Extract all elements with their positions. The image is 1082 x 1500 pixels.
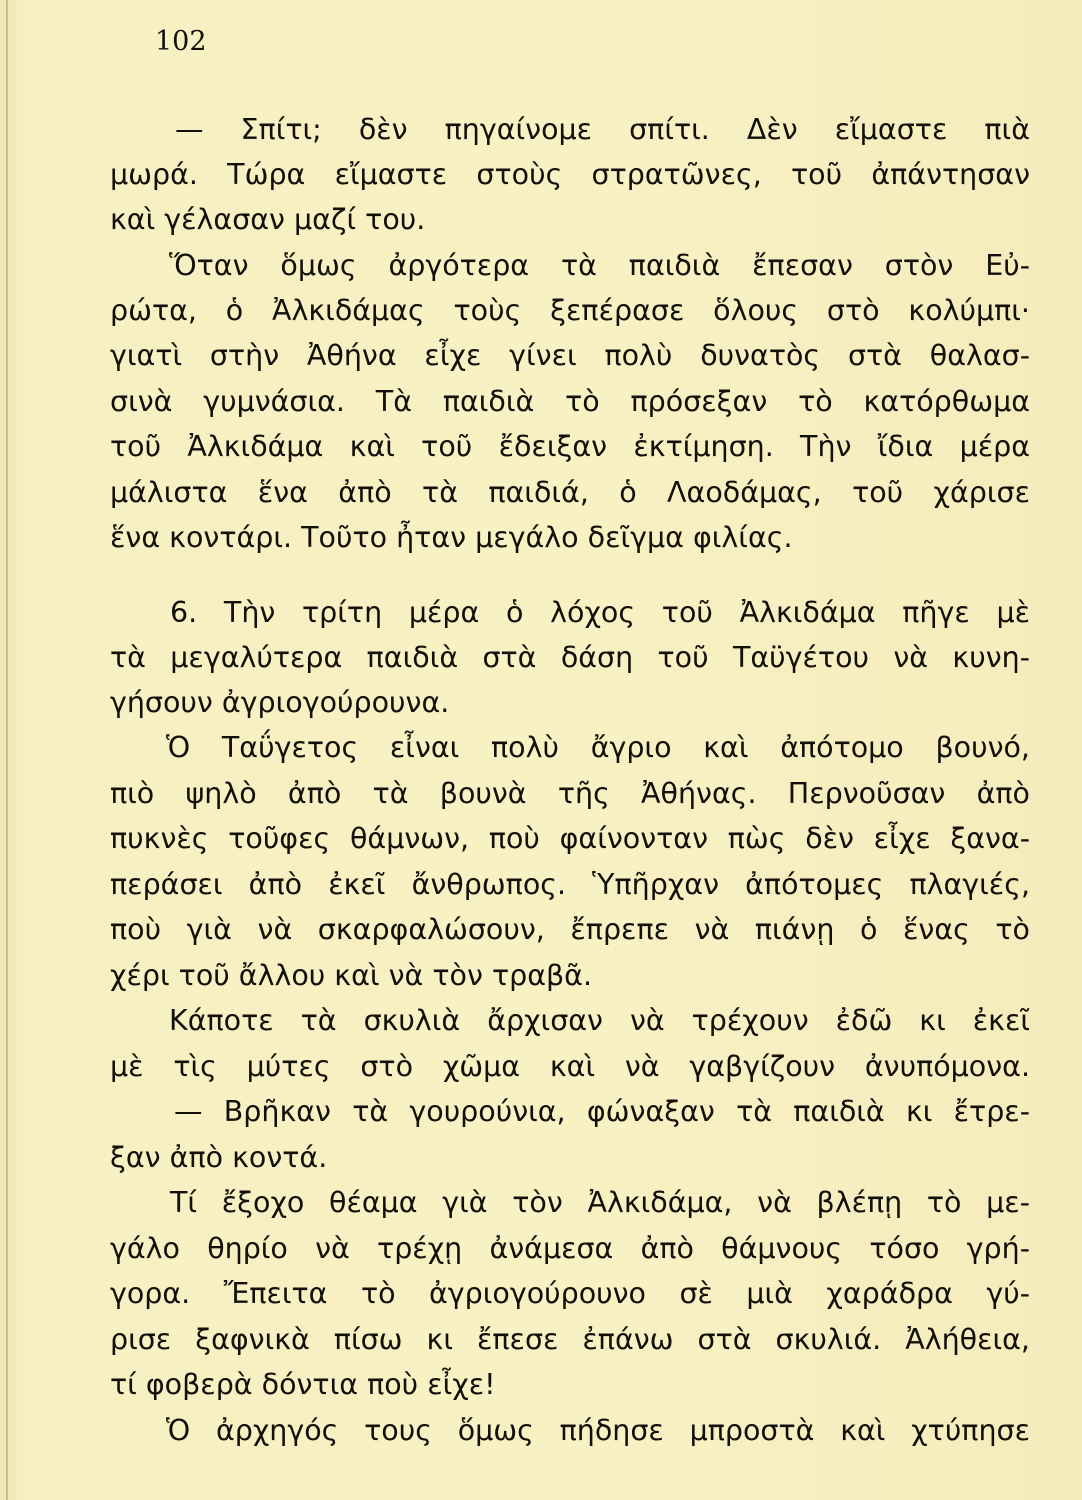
text-line: καὶ γέλασαν μαζί του. xyxy=(110,203,426,236)
page-number: 102 xyxy=(155,26,207,57)
text-line: γορα. Ἔπειτα τὸ ἀγριογούρουνο σὲ μιὰ χαράδρα γύ- xyxy=(110,1277,1030,1310)
text-line: — Σπίτι; δὲν πηγαίνομε σπίτι. Δὲν εἴμαστε πιὰ xyxy=(175,113,1030,146)
text-line: — Βρῆκαν τὰ γουρούνια, φώναξαν τὰ παιδιὰ κι ἔτρε- xyxy=(174,1095,1030,1128)
text-line: πιὸ ψηλὸ ἀπὸ τὰ βουνὰ τῆς Ἀθήνας. Περνοῦσαν ἀπὸ xyxy=(110,777,1030,810)
text-line: τί φοβερὰ δόντια ποὺ εἶχε! xyxy=(110,1368,496,1401)
text-line: πυκνὲς τοῦφες θάμνων, ποὺ φαίνονταν πὼς δὲν εἶχε ξανα- xyxy=(110,822,1030,855)
text-line: τοῦ Ἀλκιδάμα καὶ τοῦ ἔδειξαν ἐκτίμηση. Τὴν ἴδια μέρα xyxy=(110,430,1030,463)
text-line: μὲ τὶς μύτες στὸ χῶμα καὶ νὰ γαβγίζουν ἀνυπόμονα. xyxy=(110,1050,1030,1083)
text-line: ρώτα, ὁ Ἀλκιδάμας τοὺς ξεπέρασε ὅλους στὸ κολύμπι· xyxy=(110,294,1030,327)
text-line: μάλιστα ἕνα ἀπὸ τὰ παιδιά, ὁ Λαοδάμας, τοῦ χάρισε xyxy=(110,476,1030,509)
text-line: ξαν ἀπὸ κοντά. xyxy=(110,1141,328,1174)
text-line: Ὁ ἀρχηγός τους ὅμως πήδησε μπροστὰ καὶ χτύπησε xyxy=(166,1414,1030,1447)
text-line: γιατὶ στὴν Ἀθήνα εἶχε γίνει πολὺ δυνατὸς στὰ θαλασ- xyxy=(110,339,1030,372)
text-line: γήσουν ἀγριογούρουνα. xyxy=(110,686,450,719)
text-line: Ὅταν ὅμως ἀργότερα τὰ παιδιὰ ἔπεσαν στὸν Εὐ- xyxy=(169,249,1030,282)
text-line: περάσει ἀπὸ ἐκεῖ ἄνθρωπος. Ὑπῆρχαν ἀπότομες πλαγιές, xyxy=(110,868,1030,901)
text-line: ρισε ξαφνικὰ πίσω κι ἔπεσε ἐπάνω στὰ σκυλιά. Ἀλήθεια, xyxy=(110,1323,1030,1356)
text-line: μωρά. Τώρα εἴμαστε στοὺς στρατῶνες, τοῦ ἀπάντησαν xyxy=(110,158,1030,191)
text-line: 6. Τὴν τρίτη μέρα ὁ λόχος τοῦ Ἀλκιδάμα πῆγε μὲ xyxy=(170,596,1030,629)
text-line: Τί ἔξοχο θέαμα γιὰ τὸν Ἀλκιδάμα, νὰ βλέπῃ τὸ με- xyxy=(170,1186,1030,1219)
text-line: γάλο θηρίο νὰ τρέχῃ ἀνάμεσα ἀπὸ θάμνους τόσο γρή- xyxy=(110,1232,1030,1265)
text-line: τὰ μεγαλύτερα παιδιὰ στὰ δάση τοῦ Ταϋγέτου νὰ κυνη- xyxy=(110,641,1030,674)
text-line: Κάποτε τὰ σκυλιὰ ἄρχισαν νὰ τρέχουν ἐδῶ κι ἐκεῖ xyxy=(169,1004,1030,1037)
text-line: ποὺ γιὰ νὰ σκαρφαλώσουν, ἔπρεπε νὰ πιάνῃ ὁ ἕνας τὸ xyxy=(110,913,1030,946)
text-line: ἕνα κοντάρι. Τοῦτο ἦταν μεγάλο δεῖγμα φιλίας. xyxy=(110,521,793,554)
text-line: σινὰ γυμνάσια. Τὰ παιδιὰ τὸ πρόσεξαν τὸ κατόρθωμα xyxy=(110,385,1030,418)
text-line: Ὁ Ταΰγετος εἶναι πολὺ ἄγριο καὶ ἀπότομο βουνό, xyxy=(166,731,1030,764)
text-line: χέρι τοῦ ἄλλου καὶ νὰ τὸν τραβᾶ. xyxy=(110,959,593,992)
page-edge xyxy=(6,0,8,1500)
